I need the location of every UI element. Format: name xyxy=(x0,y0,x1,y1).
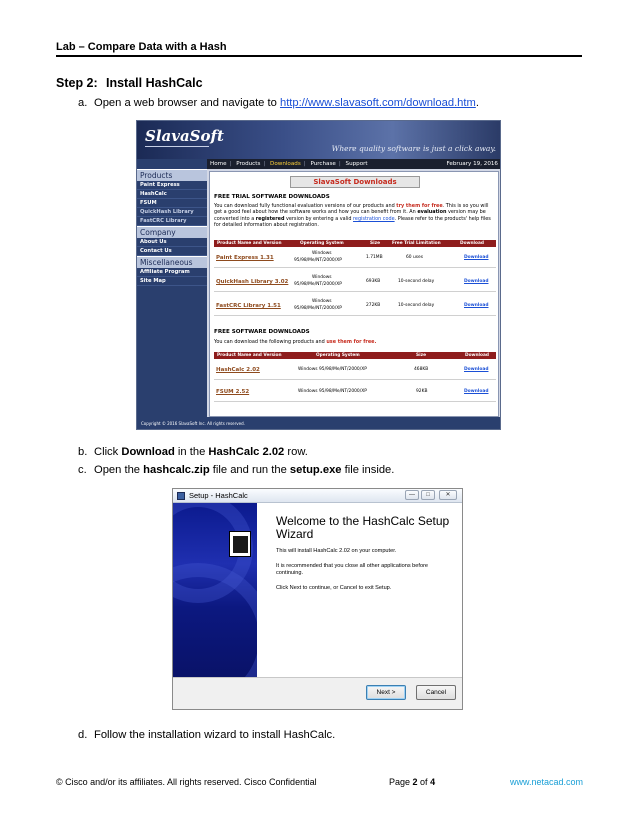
wizard-title-bar xyxy=(173,489,463,503)
step-title: Install HashCalc xyxy=(106,76,203,90)
instruction-b: b. Click Download in the HashCalc 2.02 row. xyxy=(78,446,308,458)
sidebar-item-sitemap[interactable]: Site Map xyxy=(137,277,207,286)
wizard-text-recommend: It is recommended that you close all other applications before continuing. xyxy=(276,563,429,576)
sidebar-item-contact[interactable]: Contact Us xyxy=(137,247,207,256)
installer-logo-icon xyxy=(229,531,251,557)
download-page-link[interactable]: http://www.slavasoft.com/download.htm xyxy=(279,97,476,109)
table-row: QuickHash Library 3.02 Windows 95/98/Me/NT/2000/XP 693KB 10-second delay Download xyxy=(214,272,496,292)
setup-wizard-screenshot xyxy=(172,488,463,710)
footer-page-number: Page 2 of 4 xyxy=(389,777,436,787)
instruction-c: c. Open the hashcalc.zip file and run the setup.exe file inside. xyxy=(78,464,395,476)
wizard-window-title: Setup - HashCalc xyxy=(189,491,248,500)
wizard-heading: Welcome to the HashCalc Setup Wizard xyxy=(276,514,450,541)
step-heading xyxy=(56,76,203,90)
nav-products[interactable]: Products xyxy=(236,161,261,167)
download-link-paint-express[interactable]: Download xyxy=(464,255,489,260)
sidebar-heading-products: Products xyxy=(137,169,207,181)
site-sidebar xyxy=(137,169,207,417)
next-button[interactable]: Next > xyxy=(366,685,406,700)
maximize-icon[interactable]: □ xyxy=(421,490,435,500)
sidebar-item-quickhash[interactable]: QuickHash Library xyxy=(137,208,207,217)
download-link-hashcalc[interactable]: Download xyxy=(464,367,489,372)
site-main-content xyxy=(209,171,499,417)
trial-table-header: Product Name and Version Operating System Size Free Trial Limitation Download xyxy=(214,240,496,247)
download-link-quickhash[interactable]: Download xyxy=(464,279,489,284)
sidebar-top-strip xyxy=(137,159,207,169)
product-link-paint-express[interactable]: Paint Express 1.31 xyxy=(216,255,274,261)
registration-code-link[interactable]: registration code xyxy=(353,215,395,222)
close-icon[interactable]: ✕ xyxy=(439,490,457,500)
nav-purchase[interactable]: Purchase xyxy=(310,161,336,167)
wizard-side-banner xyxy=(173,503,257,677)
trial-heading: FREE TRIAL SOFTWARE DOWNLOADS xyxy=(214,194,330,200)
instruction-a: a. Open a web browser and navigate to http://www.slavasoft.com/download.htm. xyxy=(78,97,479,109)
sidebar-item-hashcalc[interactable]: HashCalc xyxy=(137,190,207,199)
product-link-fsum[interactable]: FSUM 2.52 xyxy=(216,389,250,395)
setup-app-icon xyxy=(177,492,185,500)
product-link-quickhash[interactable]: QuickHash Library 3.02 xyxy=(216,279,289,285)
instruction-d: d. Follow the installation wizard to install HashCalc. xyxy=(78,729,336,741)
logo-underline xyxy=(145,146,209,147)
header-rule xyxy=(56,55,582,57)
nav-support[interactable]: Support xyxy=(345,161,368,167)
trial-description: You can download fully functional evaluation versions of our products and try them for free. This is so you will get a good feel about how the software works and how you can benefit from it. An evaluation version may be converted into a registered version by entering a valid registration code. Please refer to the products' help files for detailed information about registration. xyxy=(214,203,491,228)
free-heading: FREE SOFTWARE DOWNLOADS xyxy=(214,329,310,335)
document-header: Lab – Compare Data with a Hash xyxy=(56,41,227,53)
minimize-icon[interactable]: — xyxy=(405,490,419,500)
sidebar-item-paint-express[interactable]: Paint Express xyxy=(137,181,207,190)
sidebar-heading-company: Company xyxy=(137,226,207,238)
footer-copyright: © Cisco and/or its affiliates. All rights reserved. Cisco Confidential xyxy=(56,777,317,787)
site-copyright: Copyright © 2016 SlavaSoft Inc. All rights reserved. xyxy=(137,417,501,430)
nav-downloads[interactable]: Downloads xyxy=(270,161,301,167)
slavasoft-website-screenshot xyxy=(136,120,501,430)
free-table-header: Product Name and Version Operating System Size Download xyxy=(214,352,496,359)
free-description: You can download the following products and use them for free. xyxy=(214,339,377,345)
step-number: Step 2: xyxy=(56,76,98,90)
wizard-body xyxy=(257,503,463,677)
site-nav: Home | Products | Downloads | Purchase | Support February 19, 2016 xyxy=(207,159,501,169)
site-banner xyxy=(137,121,501,159)
marker-a: a. xyxy=(78,97,88,109)
table-row: Paint Express 1.31 Windows 95/98/Me/NT/2000/XP 1.71MB 60 uses Download xyxy=(214,248,496,268)
sidebar-item-fastcrc[interactable]: FastCRC Library xyxy=(137,217,207,226)
site-slogan: Where quality software is just a click away. xyxy=(331,144,496,153)
wizard-text-install: This will install HashCalc 2.02 on your computer. xyxy=(276,548,397,554)
download-link-fsum[interactable]: Download xyxy=(464,389,489,394)
wizard-text-continue: Click Next to continue, or Cancel to exit Setup. xyxy=(276,585,392,591)
table-row: FastCRC Library 1.51 Windows 95/98/Me/NT/2000/XP 272KB 10-second delay Download xyxy=(214,296,496,316)
table-row-hashcalc: HashCalc 2.02 Windows 95/98/Me/NT/2000/XP 468KB Download xyxy=(214,360,496,380)
sidebar-item-affiliate[interactable]: Affiliate Program xyxy=(137,268,207,277)
download-link-fastcrc[interactable]: Download xyxy=(464,303,489,308)
table-row-fsum: FSUM 2.52 Windows 95/98/Me/NT/2000/XP 92KB Download xyxy=(214,382,496,402)
product-link-hashcalc[interactable]: HashCalc 2.02 xyxy=(216,367,260,373)
footer-website-link[interactable]: www.netacad.com xyxy=(510,777,584,787)
sidebar-heading-misc: Miscellaneous xyxy=(137,256,207,268)
wizard-button-bar xyxy=(173,677,463,710)
sidebar-item-about[interactable]: About Us xyxy=(137,238,207,247)
sidebar-item-fsum[interactable]: FSUM xyxy=(137,199,207,208)
product-link-fastcrc[interactable]: FastCRC Library 1.51 xyxy=(216,303,281,309)
site-logo[interactable]: SlavaSoft xyxy=(145,127,224,145)
nav-home[interactable]: Home xyxy=(210,161,227,167)
cancel-button[interactable]: Cancel xyxy=(416,685,456,700)
site-date: February 19, 2016 xyxy=(446,161,498,167)
downloads-title: SlavaSoft Downloads xyxy=(290,176,420,188)
